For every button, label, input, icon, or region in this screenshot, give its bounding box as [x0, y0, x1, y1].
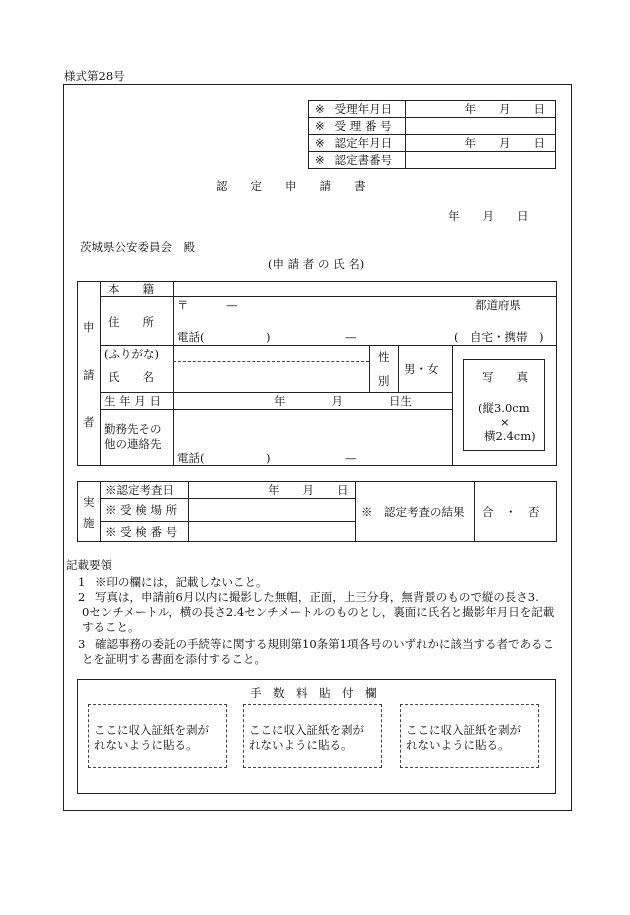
note-line: 写真は，申請前6月以内に撮影した無帽，正面，上三分身，無背景のもので縦の長さ3. — [95, 590, 539, 604]
stamp-box-text: れないように貼る。 — [406, 738, 510, 752]
office-row-value[interactable] — [406, 118, 556, 135]
implementation-side-label-2: 施 — [83, 516, 95, 530]
tel-close: ) — [266, 330, 271, 344]
work-tel-dash: — — [345, 451, 357, 465]
exam-place-label: ※ 受 検 場 所 — [105, 503, 178, 517]
photo-size-1: (縦3.0cm — [478, 401, 530, 415]
stamp-box-text: れないように貼る。 — [94, 738, 198, 752]
stamp-box-text: ここに収入証紙を剥が — [94, 723, 209, 737]
office-row-label: ※ 認定書番号 — [309, 152, 406, 169]
office-row-value[interactable] — [406, 152, 556, 169]
note-line: 0センチメートル，横の長さ2.4センチメートルのものとし，裏面に氏名と撮影年月日を記載 — [82, 605, 555, 619]
stamp-box-text: ここに収入証紙を剥が — [249, 723, 364, 737]
note-line: 確認事務の委託の手続等に関する規則第10条第1項各号のいずれかに該当する者であるこ — [95, 637, 554, 651]
office-use-table — [308, 100, 556, 169]
home-mobile-label: ( 自宅・携帯 ) — [454, 330, 544, 344]
photo-size-2: 横2.4cm) — [484, 429, 536, 443]
honseki-field[interactable] — [174, 282, 556, 296]
work-tel-close: ) — [266, 451, 271, 465]
postal-mark: 〒 — [177, 298, 189, 312]
exam-number-field[interactable] — [189, 522, 354, 541]
exam-number-label: ※ 受 検 番 号 — [105, 525, 178, 539]
office-row-value[interactable]: 年 月 日 — [406, 101, 556, 118]
office-row-label: ※ 受理年月日 — [309, 101, 406, 118]
name-field[interactable] — [174, 363, 368, 391]
exam-result-value[interactable]: 合 ・ 否 — [482, 505, 540, 519]
stamp-box-text: ここに収入証紙を剥が — [406, 723, 521, 737]
photo-times: × — [500, 415, 510, 429]
note-line: すること。 — [82, 620, 140, 634]
work-field[interactable] — [174, 410, 451, 446]
exam-result-label: ※ 認定考査の結果 — [361, 505, 465, 519]
exam-date-label: ※認定考査日 — [105, 483, 174, 497]
exam-place-field[interactable] — [189, 499, 354, 520]
applicant-side-label-3: 者 — [83, 415, 95, 429]
honseki-label: 本 籍 — [108, 282, 154, 296]
tel-dash: — — [345, 330, 357, 344]
furigana-label: (ふりがな) — [104, 347, 159, 361]
office-row-label: ※ 認定年月日 — [309, 135, 406, 152]
photo-title: 写 真 — [482, 370, 528, 384]
birth-label: 生 年 月 日 — [104, 394, 161, 408]
address-label: 住 所 — [108, 315, 154, 329]
note-number: 1 — [78, 575, 86, 589]
furigana-field[interactable] — [174, 346, 368, 360]
note-line: ※印の欄には，記載しないこと。 — [95, 575, 268, 589]
office-row-label: ※ 受 理 番 号 — [309, 118, 406, 135]
work-label-1: 勤務先その — [104, 422, 162, 436]
addressee: 茨城県公安委員会 殿 — [80, 240, 195, 254]
note-number: 2 — [78, 590, 86, 604]
exam-date-value[interactable]: 年 月 日 — [268, 483, 349, 497]
postal-dash: — — [226, 298, 238, 312]
sex-label-1: 性 — [378, 350, 390, 364]
page-title: 認 定 申 請 書 — [216, 179, 366, 193]
application-date: 年 月 日 — [448, 209, 529, 223]
address-field[interactable] — [174, 312, 556, 328]
applicant-name-label: (申 請 者 の 氏 名) — [268, 257, 365, 271]
work-label-2: 他の連絡先 — [104, 437, 162, 451]
office-row-value[interactable]: 年 月 日 — [406, 135, 556, 152]
note-number: 3 — [78, 637, 86, 651]
note-line: とを証明する書面を添付すること。 — [82, 652, 266, 666]
applicant-side-label-1: 申 — [83, 320, 95, 334]
prefecture-label: 都道府県 — [475, 298, 521, 312]
birth-value[interactable]: 年 月 日生 — [274, 394, 412, 408]
stamp-box-text: れないように貼る。 — [249, 738, 353, 752]
notes-heading: 記載要領 — [66, 558, 112, 572]
work-tel-label: 電話( — [177, 451, 205, 465]
sex-label-2: 別 — [378, 374, 390, 388]
applicant-side-label-2: 請 — [83, 368, 95, 382]
name-label: 氏 名 — [108, 370, 154, 384]
sex-options[interactable]: 男・女 — [404, 362, 439, 376]
stamp-title: 手 数 料 貼 付 欄 — [250, 686, 377, 700]
form-number: 様式第28号 — [64, 69, 125, 83]
implementation-side-label-1: 実 — [83, 495, 95, 509]
tel-label: 電話( — [177, 330, 205, 344]
